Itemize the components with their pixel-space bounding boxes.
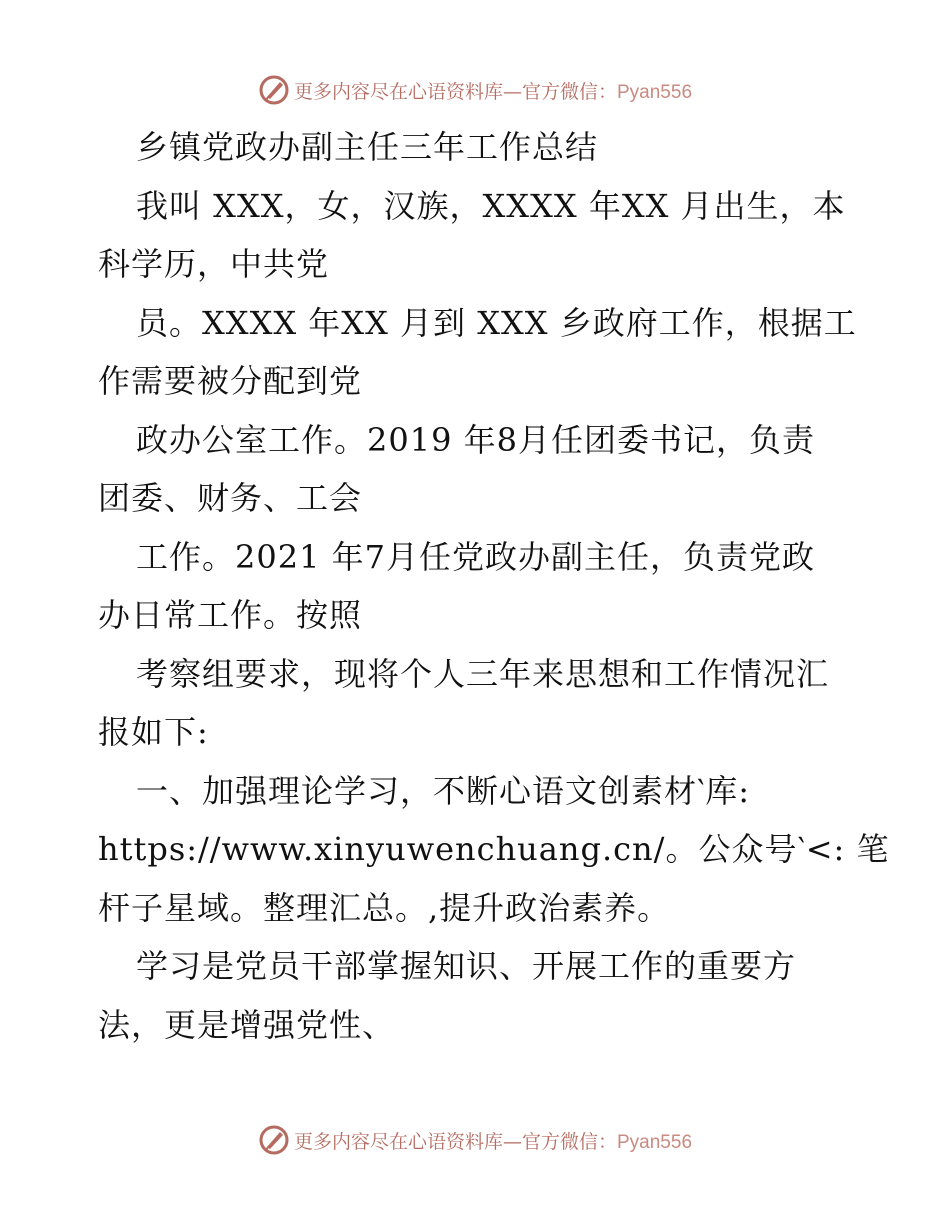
text-line: 科学历，中共党 [98, 245, 330, 283]
header-watermark [0, 70, 950, 110]
footer-watermark [0, 1120, 950, 1160]
text-line: 政办公室工作。2019 年8月任团委书记，负责 [136, 421, 815, 459]
watermark-text: 更多内容尽在心语资料库—官方微信：Pyan556 [293, 1130, 693, 1153]
quill-pen-logo-icon [258, 1124, 290, 1156]
text-line: 作需要被分配到党 [98, 362, 363, 400]
text-line: 学习是党员干部掌握知识、开展工作的重要方 [136, 947, 797, 985]
section-heading: 一、加强理论学习，不断心语文创素材‵库: [136, 772, 751, 810]
text-line: 办日常工作。按照 [98, 596, 363, 634]
text-line: 员。XXXX 年XX 月到 XXX 乡政府工作，根据工 [136, 304, 857, 342]
text-line: 工作。2021 年7月任党政办副主任，负责党政 [136, 538, 815, 576]
watermark-text: 更多内容尽在心语资料库—官方微信：Pyan556 [293, 80, 693, 103]
text-line: 杆子星域。整理汇总。,提升政治素养。 [98, 889, 671, 927]
text-line: 考察组要求，现将个人三年来思想和工作情况汇 [136, 655, 830, 693]
quill-pen-logo-icon [258, 74, 290, 106]
document-title: 乡镇党政办副主任三年工作总结 [136, 128, 599, 166]
text-line: https://www.xinyuwenchuang.cn/。公众号‵<: 笔 [98, 830, 890, 868]
wechat-id: Pyan556 [617, 1131, 693, 1153]
wechat-id: Pyan556 [617, 81, 693, 103]
text-line: 法，更是增强党性、 [98, 1006, 396, 1044]
text-line: 报如下: [98, 713, 209, 751]
text-line: 团委、财务、工会 [98, 479, 363, 517]
text-line: 我叫 XXX，女，汉族，XXXX 年XX 月出生，本 [136, 187, 846, 225]
